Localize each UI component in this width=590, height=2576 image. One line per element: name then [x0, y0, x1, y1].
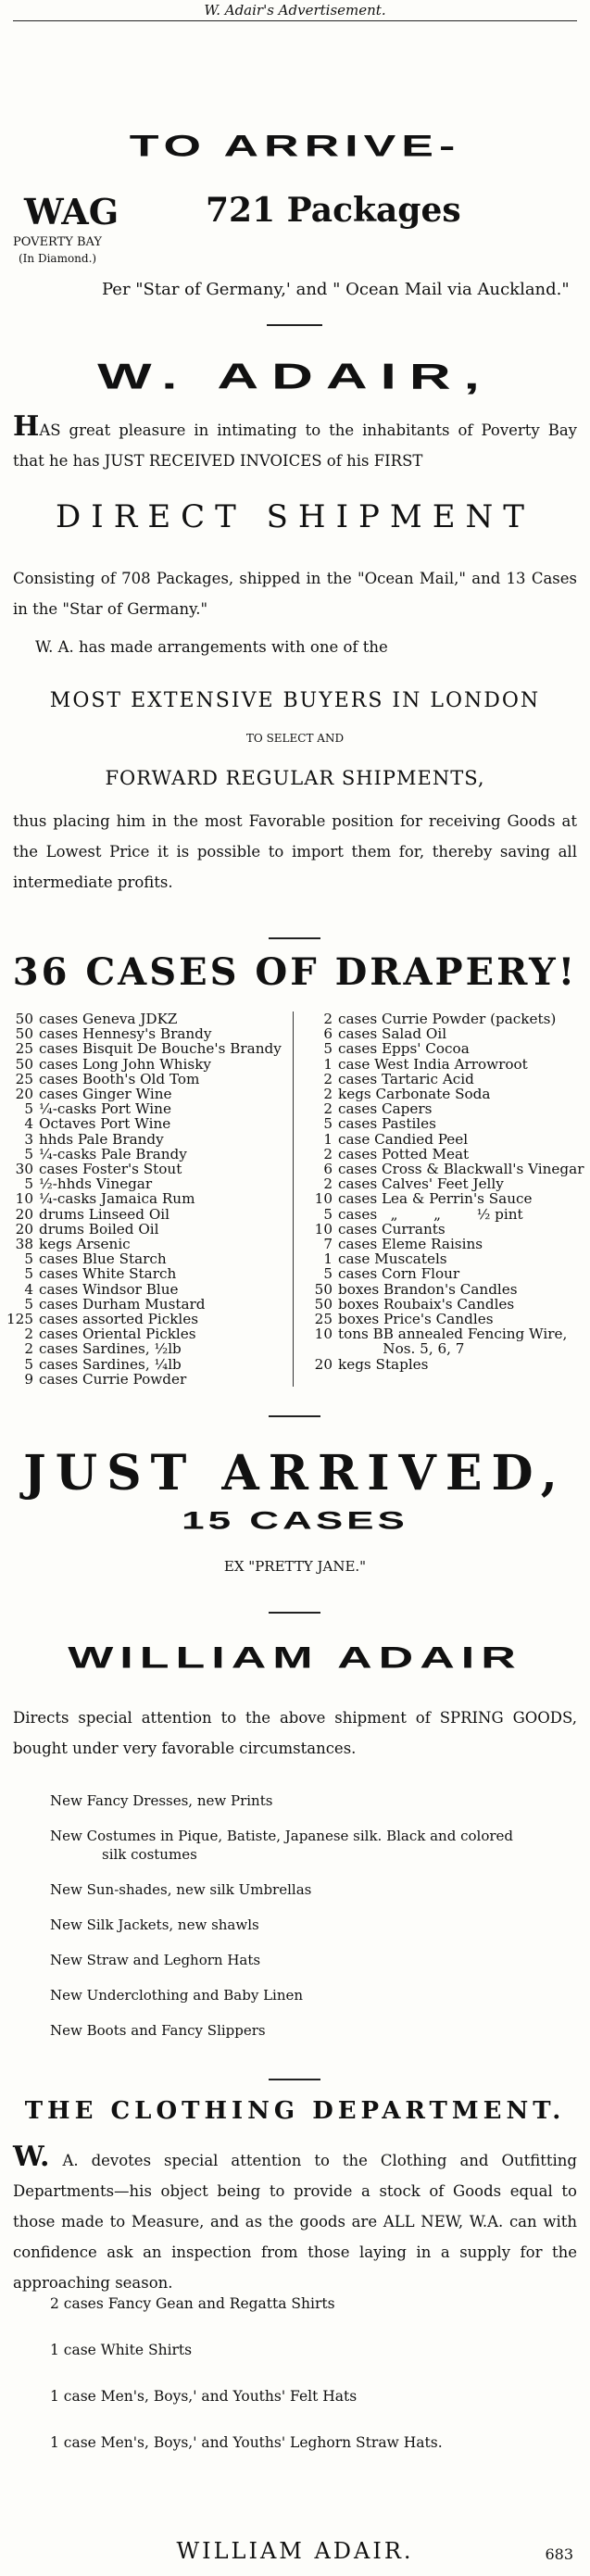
goods-qty: 2 — [323, 1145, 333, 1162]
goods-row — [299, 1282, 584, 1297]
goods-qty: 50 — [314, 1280, 333, 1298]
section-divider — [269, 1415, 320, 1417]
section-divider — [267, 324, 322, 326]
goods-desc: cases Eleme Raisins — [338, 1236, 483, 1253]
goods-desc: boxes Price's Candles — [338, 1311, 494, 1328]
goods-qty: 5 — [24, 1355, 33, 1373]
goods-desc: cases Capers — [338, 1100, 433, 1118]
goods-desc: cases Potted Meat — [338, 1145, 470, 1162]
goods-qty: 9 — [24, 1370, 33, 1388]
goods-row — [0, 1147, 289, 1162]
goods-qty: 2 — [323, 1011, 333, 1027]
brand-mark: WAG — [24, 191, 119, 232]
goods-row — [0, 1057, 289, 1072]
spring-items-list — [50, 1791, 513, 2056]
select-line: TO SELECT AND — [245, 732, 345, 745]
goods-desc: cases Oriental Pickles — [39, 1326, 196, 1343]
goods-qty: 5 — [24, 1175, 33, 1193]
goods-qty: 50 — [15, 1025, 33, 1043]
goods-qty: 2 — [24, 1340, 33, 1358]
goods-qty: 1 — [323, 1055, 333, 1073]
goods-qty: 5 — [24, 1145, 33, 1162]
goods-row — [299, 1101, 584, 1116]
goods-desc: ¼-casks Port Wine — [39, 1100, 171, 1118]
goods-table — [0, 1012, 584, 1387]
goods-desc: cases Geneva JDKZ — [39, 1011, 178, 1027]
goods-qty — [299, 1341, 338, 1356]
goods-qty: 10 — [314, 1190, 333, 1208]
goods-row — [0, 1312, 289, 1326]
goods-row — [0, 1297, 289, 1312]
goods-row — [299, 1297, 584, 1312]
buyers-heading: MOST EXTENSIVE BUYERS IN LONDON — [49, 689, 541, 712]
goods-desc: drums Boiled Oil — [39, 1220, 159, 1238]
goods-row — [299, 1147, 584, 1162]
goods-column-right — [294, 1012, 584, 1387]
goods-row — [299, 1087, 584, 1101]
goods-qty: 50 — [15, 1055, 33, 1073]
adair-banner: W. ADAIR, — [97, 357, 493, 397]
goods-qty: 50 — [15, 1011, 33, 1027]
goods-desc: ¼-casks Jamaica Rum — [39, 1190, 195, 1208]
goods-row — [299, 1026, 584, 1041]
goods-row — [0, 1176, 289, 1191]
goods-row — [0, 1207, 289, 1222]
goods-row — [0, 1251, 289, 1266]
goods-qty: 30 — [15, 1161, 33, 1178]
goods-row — [0, 1162, 289, 1176]
goods-qty: 50 — [314, 1295, 333, 1313]
drapery-title: 36 CASES OF DRAPERY! — [12, 950, 578, 994]
just-arrived-title: JUST ARRIVED, — [23, 1445, 567, 1502]
goods-desc: cases assorted Pickles — [39, 1311, 199, 1328]
goods-row — [299, 1251, 584, 1266]
goods-qty: 2 — [24, 1326, 33, 1343]
goods-desc: cases Sardines, ½lb — [39, 1340, 182, 1358]
goods-desc: case West India Arrowroot — [338, 1055, 528, 1073]
list-item: New Straw and Leghorn Hats — [50, 1952, 261, 1968]
goods-row — [299, 1012, 584, 1026]
origin-note: (In Diamond.) — [19, 252, 97, 265]
goods-qty: 20 — [15, 1205, 33, 1223]
clothing-text: A. devotes special attention to the Clothing and Outfitting Departments—his object being to provide a stock of Goods equal to those made to Measure, and as the goods are ALL NEW, W.A. can with confidence ask an inspection from those laying in a supply for the approaching season. — [13, 2152, 577, 2292]
goods-desc: cases Blue Starch — [39, 1250, 167, 1268]
goods-desc: case Candied Peel — [338, 1130, 469, 1148]
running-title: W. Adair's Advertisement. — [204, 2, 386, 19]
header-rule — [13, 20, 577, 21]
goods-qty: 20 — [15, 1086, 33, 1103]
goods-desc: cases Corn Flour — [338, 1265, 460, 1283]
goods-row — [299, 1312, 584, 1326]
goods-desc: cases Foster's Stout — [39, 1161, 182, 1178]
goods-row — [0, 1132, 289, 1147]
goods-row — [299, 1116, 584, 1131]
goods-row — [0, 1341, 289, 1356]
goods-desc: kegs Arsenic — [39, 1236, 131, 1253]
ex-pretty-jane: EX "PRETTY JANE." — [223, 1558, 367, 1575]
list-item: New Underclothing and Baby Linen — [50, 1987, 304, 2004]
goods-row — [299, 1357, 584, 1372]
clothing-items-list — [50, 2295, 443, 2481]
goods-row — [299, 1132, 584, 1147]
clothing-paragraph — [13, 2141, 577, 2298]
goods-qty: 20 — [15, 1220, 33, 1238]
shipment-title: DIRECT SHIPMENT — [56, 498, 534, 535]
goods-desc: Octaves Port Wine — [39, 1115, 171, 1133]
goods-desc: cases White Starch — [39, 1265, 177, 1283]
goods-desc: boxes Roubaix's Candles — [338, 1295, 515, 1313]
goods-qty: 10 — [314, 1326, 333, 1343]
goods-row — [0, 1222, 289, 1237]
goods-qty: 125 — [6, 1311, 33, 1328]
goods-row — [0, 1326, 289, 1341]
goods-desc: Nos. 5, 6, 7 — [338, 1340, 465, 1358]
goods-qty: 5 — [323, 1115, 333, 1133]
drop-initial: H — [13, 410, 40, 443]
list-item: New Fancy Dresses, new Prints — [50, 1792, 273, 1809]
intro-paragraph — [13, 410, 577, 476]
goods-row — [0, 1072, 289, 1087]
goods-qty: 5 — [24, 1250, 33, 1268]
goods-desc: kegs Staples — [338, 1355, 429, 1373]
goods-desc: cases Ginger Wine — [39, 1086, 172, 1103]
goods-row — [0, 1116, 289, 1131]
spring-paragraph: Directs special attention to the above shipment of SPRING GOODS, bought under very favorable circumstances. — [13, 1709, 577, 1757]
list-item: 1 case White Shirts — [50, 2342, 193, 2358]
goods-desc: cases Bisquit De Bouche's Brandy — [39, 1040, 282, 1058]
section-divider — [269, 2079, 320, 2080]
goods-desc: cases Currie Powder — [39, 1370, 187, 1388]
goods-desc: hhds Pale Brandy — [39, 1130, 164, 1148]
goods-row — [299, 1057, 584, 1072]
goods-qty: 6 — [323, 1025, 333, 1043]
list-item: 1 case Men's, Boys,' and Youths' Leghorn Straw Hats. — [50, 2434, 443, 2451]
per-line: Per "Star of Germany,' and " Ocean Mail via Auckland." — [102, 280, 570, 299]
goods-row — [0, 1041, 289, 1056]
goods-qty: 6 — [323, 1161, 333, 1178]
goods-qty: 2 — [323, 1100, 333, 1118]
goods-qty: 5 — [24, 1100, 33, 1118]
goods-qty: 1 — [323, 1130, 333, 1148]
list-item: New Costumes in Pique, Batiste, Japanese silk. Black and colored silk costumes — [50, 1828, 513, 1863]
goods-row — [0, 1282, 289, 1297]
goods-row — [299, 1266, 584, 1281]
goods-desc: tons BB annealed Fencing Wire, — [338, 1326, 568, 1343]
origin-line: POVERTY BAY — [13, 235, 102, 249]
goods-qty: 7 — [323, 1236, 333, 1253]
goods-desc: ¼-casks Pale Brandy — [39, 1145, 187, 1162]
goods-row — [0, 1357, 289, 1372]
william-adair-banner: WILLIAM ADAIR — [68, 1641, 522, 1675]
goods-row — [0, 1372, 289, 1387]
goods-qty: 4 — [24, 1115, 33, 1133]
goods-qty: 10 — [314, 1220, 333, 1238]
goods-qty: 2 — [323, 1070, 333, 1087]
list-item: New Boots and Fancy Slippers — [50, 2022, 266, 2039]
goods-qty: 5 — [24, 1265, 33, 1283]
goods-qty: 4 — [24, 1280, 33, 1298]
goods-desc: cases Durham Mustard — [39, 1295, 206, 1313]
arrangements-text: W. A. has made arrangements with one of the — [35, 638, 388, 656]
goods-row — [299, 1207, 584, 1222]
fifteen-cases: 15 CASES — [182, 1506, 408, 1535]
goods-row — [299, 1191, 584, 1206]
goods-row — [0, 1237, 289, 1251]
goods-desc: cases Pastiles — [338, 1115, 436, 1133]
goods-desc: cases Currie Powder (packets) — [338, 1011, 557, 1027]
goods-qty: 38 — [15, 1236, 33, 1253]
goods-desc: cases Currants — [338, 1220, 446, 1238]
goods-qty: 2 — [323, 1086, 333, 1103]
goods-desc: drums Linseed Oil — [39, 1205, 169, 1223]
list-item: New Silk Jackets, new shawls — [50, 1916, 259, 1933]
page-number: 683 — [545, 2545, 573, 2563]
goods-qty: 25 — [314, 1311, 333, 1328]
goods-qty: 25 — [15, 1040, 33, 1058]
goods-qty: 2 — [323, 1175, 333, 1193]
goods-desc: case Muscatels — [338, 1250, 447, 1268]
goods-desc: cases Lea & Perrin's Sauce — [338, 1190, 533, 1208]
goods-row — [299, 1237, 584, 1251]
goods-row — [299, 1222, 584, 1237]
list-item: 1 case Men's, Boys,' and Youths' Felt Hats — [50, 2388, 358, 2405]
goods-desc: cases Cross & Blackwall's Vinegar — [338, 1161, 584, 1178]
section-divider — [269, 1612, 320, 1614]
goods-row — [299, 1176, 584, 1191]
goods-qty: 10 — [15, 1190, 33, 1208]
list-item: 2 cases Fancy Gean and Regatta Shirts — [50, 2295, 335, 2312]
goods-desc: cases Calves' Feet Jelly — [338, 1175, 504, 1193]
goods-desc: boxes Brandon's Candles — [338, 1280, 518, 1298]
goods-desc: kegs Carbonate Soda — [338, 1086, 491, 1103]
drop-initial: W. — [13, 2141, 50, 2173]
to-arrive-title: TO ARRIVE- — [129, 130, 461, 163]
section-divider — [269, 937, 320, 939]
goods-qty: 1 — [323, 1250, 333, 1268]
packages-count: 721 Packages — [206, 191, 461, 230]
goods-row — [0, 1012, 289, 1026]
goods-qty: 5 — [323, 1040, 333, 1058]
goods-desc: cases Epps' Cocoa — [338, 1040, 470, 1058]
goods-row — [0, 1191, 289, 1206]
goods-desc: cases Salad Oil — [338, 1025, 447, 1043]
goods-desc: cases Long John Whisky — [39, 1055, 211, 1073]
goods-qty: 3 — [24, 1130, 33, 1148]
list-item: New Sun-shades, new silk Umbrellas — [50, 1881, 312, 1898]
goods-row — [299, 1326, 584, 1341]
intro-text: AS great pleasure in intimating to the inhabitants of Poverty Bay that he has JUST RECEIVED INVOICES of his FIRST — [13, 421, 577, 470]
goods-row — [299, 1341, 584, 1356]
goods-row — [0, 1101, 289, 1116]
goods-desc: cases Sardines, ¼lb — [39, 1355, 182, 1373]
goods-qty: 25 — [15, 1070, 33, 1087]
goods-desc: cases Windsor Blue — [39, 1280, 179, 1298]
placing-paragraph: thus placing him in the most Favorable position for receiving Goods at the Lowest Price it is possible to import them for, thereby saving all intermediate profits. — [13, 812, 577, 891]
goods-row — [0, 1266, 289, 1281]
goods-column-left — [0, 1012, 294, 1387]
goods-row — [0, 1087, 289, 1101]
goods-row — [0, 1026, 289, 1041]
consisting-paragraph: Consisting of 708 Packages, shipped in the "Ocean Mail," and 13 Cases in the "Star of Germany." — [13, 570, 577, 618]
signature: WILLIAM ADAIR. — [176, 2538, 414, 2564]
goods-desc: cases Tartaric Acid — [338, 1070, 474, 1087]
goods-desc: cases Booth's Old Tom — [39, 1070, 200, 1087]
goods-row — [299, 1041, 584, 1056]
goods-row — [299, 1072, 584, 1087]
goods-qty: 5 — [323, 1205, 333, 1223]
goods-desc: cases Hennesy's Brandy — [39, 1025, 212, 1043]
clothing-title: THE CLOTHING DEPARTMENT. — [24, 2097, 566, 2125]
goods-row — [299, 1162, 584, 1176]
goods-qty: 5 — [323, 1265, 333, 1283]
goods-qty: 20 — [314, 1355, 333, 1373]
goods-desc: ½-hhds Vinegar — [39, 1175, 153, 1193]
forward-heading: FORWARD REGULAR SHIPMENTS, — [105, 767, 485, 789]
goods-desc: cases „ „ ½ pint — [338, 1205, 523, 1223]
goods-qty: 5 — [24, 1295, 33, 1313]
